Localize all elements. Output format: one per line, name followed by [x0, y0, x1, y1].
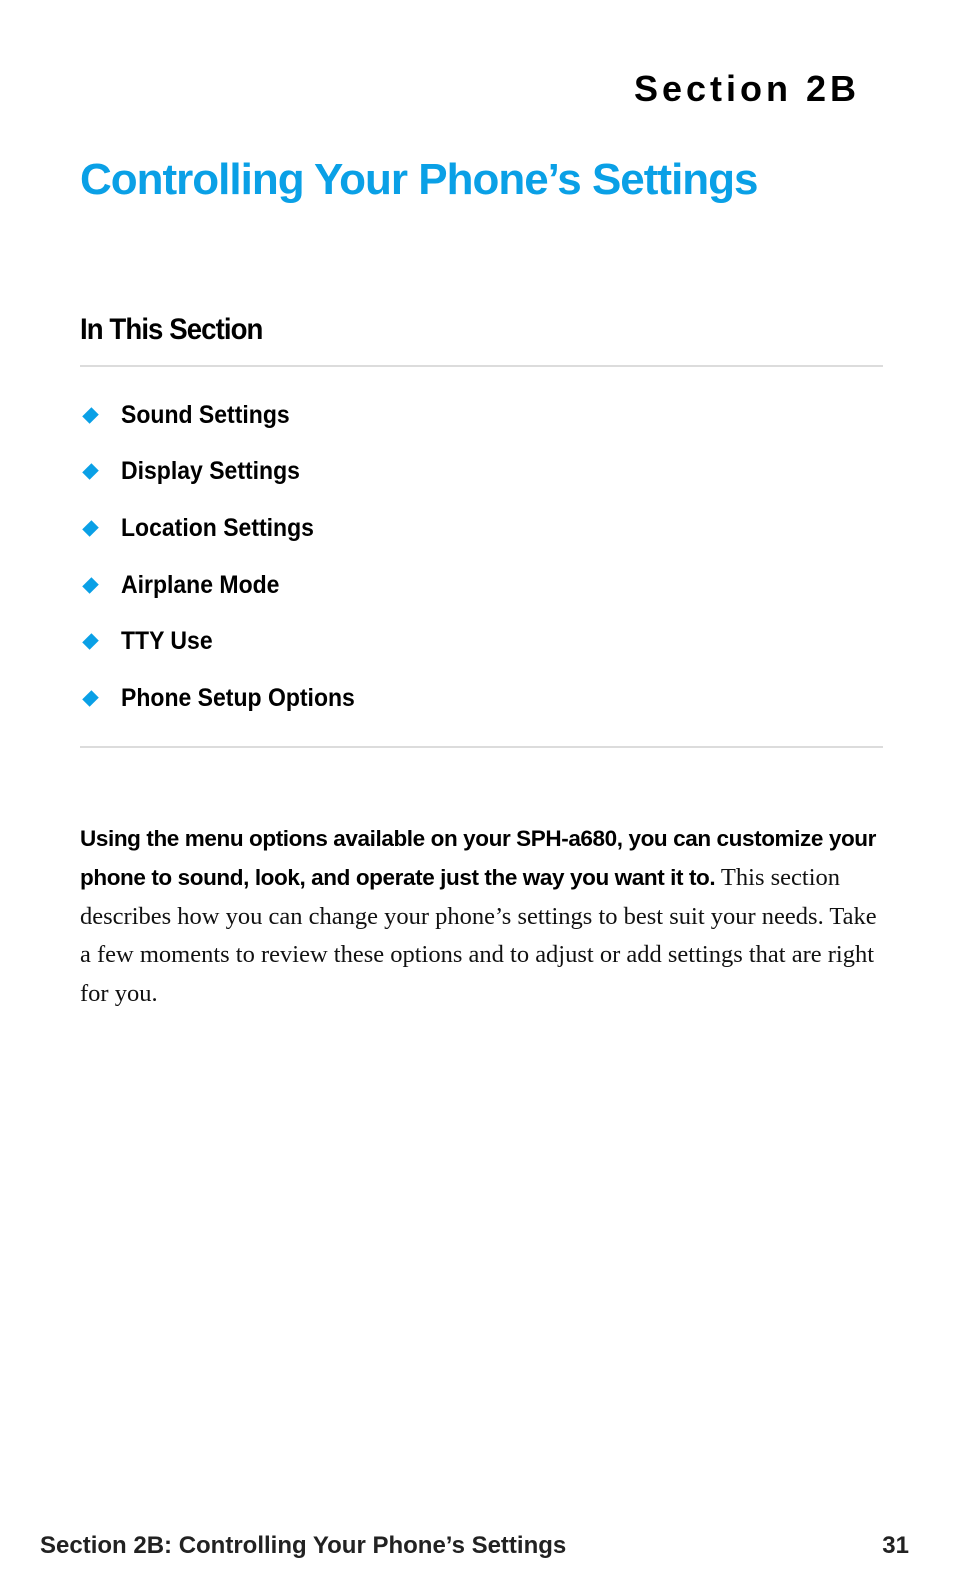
page-title: Controlling Your Phone’s Settings — [80, 155, 758, 204]
diamond-bullet-icon — [82, 464, 99, 481]
topic-display-settings — [80, 444, 375, 501]
in-this-section-heading: In This Section — [80, 313, 263, 346]
topic-label: Airplane Mode — [121, 570, 280, 599]
section-label: Section 2B — [633, 68, 860, 109]
section-topic-list — [80, 387, 375, 727]
bottom-divider — [80, 746, 883, 748]
topic-label: Sound Settings — [121, 400, 290, 429]
diamond-bullet-icon — [82, 520, 99, 537]
topic-label: Location Settings — [121, 513, 314, 542]
intro-body-text: This section describes how you can change your phone’s settings to best suit your needs. Take a few moments to review these options and to adjust or add settings that are right for you. — [80, 863, 877, 1008]
intro-paragraph — [80, 820, 880, 1014]
intro-lead-text: Using the menu options available on your SPH-a680, you can customize your phone to sound, look, and operate just the way you want it to. — [80, 826, 876, 890]
topic-label: Display Settings — [121, 457, 300, 486]
diamond-bullet-icon — [82, 577, 99, 594]
topic-label: Phone Setup Options — [121, 683, 355, 712]
diamond-bullet-icon — [82, 407, 99, 424]
topic-label: TTY Use — [121, 627, 213, 656]
top-divider — [80, 365, 883, 367]
footer-section-title: Section 2B: Controlling Your Phone’s Settings — [40, 1532, 567, 1559]
topic-location-settings — [80, 500, 375, 557]
topic-phone-setup-options — [80, 670, 375, 727]
topic-sound-settings — [80, 387, 375, 444]
page-number: 31 — [882, 1532, 909, 1559]
topic-tty-use — [80, 613, 375, 670]
topic-airplane-mode — [80, 557, 375, 614]
diamond-bullet-icon — [82, 690, 99, 707]
diamond-bullet-icon — [82, 633, 99, 650]
